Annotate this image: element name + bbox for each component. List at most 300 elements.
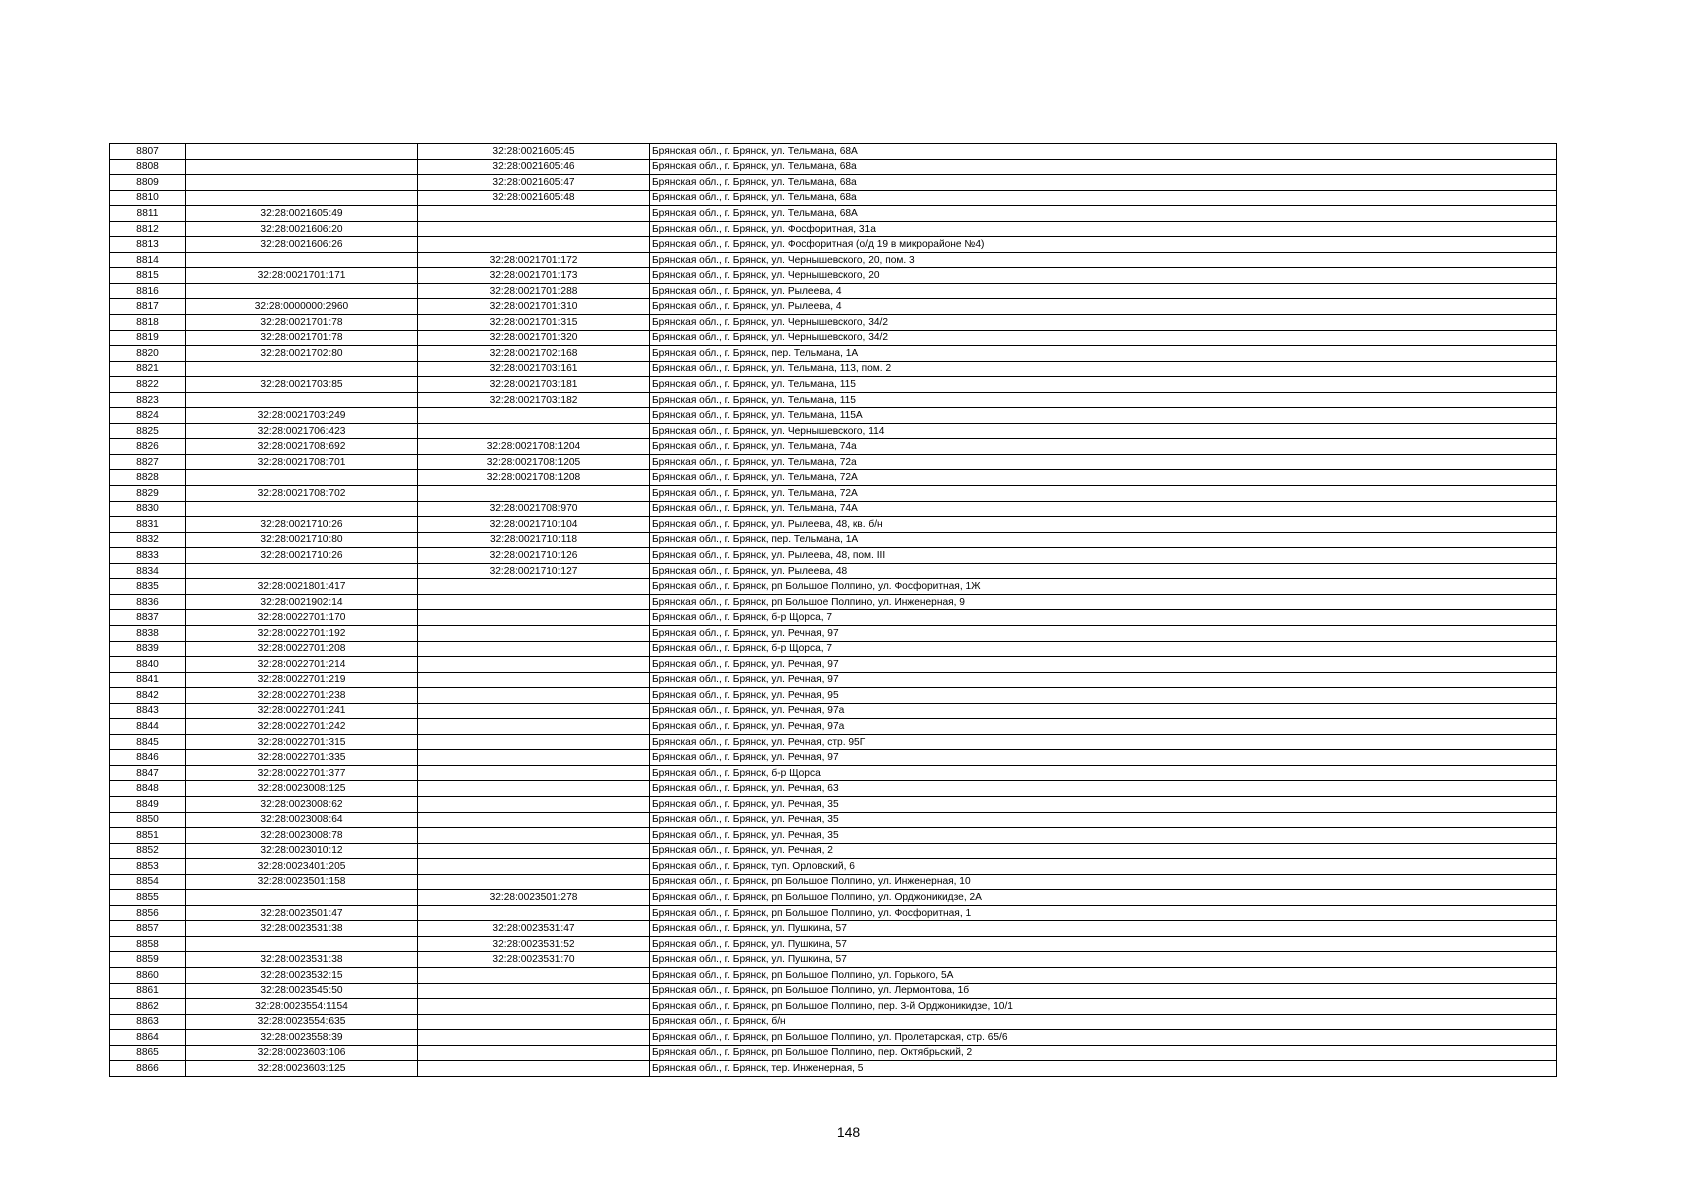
row-number-cell: 8844	[110, 719, 186, 735]
row-number-cell: 8855	[110, 890, 186, 906]
row-number-cell: 8850	[110, 812, 186, 828]
address-cell: Брянская обл., г. Брянск, рп Большое Полпино, ул. Инженерная, 10	[650, 874, 1557, 890]
table-row	[110, 828, 1557, 844]
table-row	[110, 144, 1557, 160]
address-cell: Брянская обл., г. Брянск, ул. Тельмана, 72А	[650, 470, 1557, 486]
table-row	[110, 1045, 1557, 1061]
row-number-cell: 8862	[110, 999, 186, 1015]
cadastral-number-cell: 32:28:0023531:38	[186, 921, 418, 937]
cadastral-number-cell: 32:28:0021701:78	[186, 315, 418, 331]
address-cell: Брянская обл., г. Брянск, рп Большое Полпино, ул. Пролетарская, стр. 65/6	[650, 1030, 1557, 1046]
building-cadastral-number-cell	[418, 1030, 650, 1046]
row-number-cell: 8839	[110, 641, 186, 657]
address-cell: Брянская обл., г. Брянск, ул. Речная, 97	[650, 672, 1557, 688]
building-cadastral-number-cell	[418, 905, 650, 921]
building-cadastral-number-cell	[418, 859, 650, 875]
cadastral-number-cell: 32:28:0021710:26	[186, 548, 418, 564]
table-row	[110, 361, 1557, 377]
building-cadastral-number-cell: 32:28:0021701:172	[418, 252, 650, 268]
building-cadastral-number-cell	[418, 734, 650, 750]
row-number-cell: 8834	[110, 563, 186, 579]
cadastral-number-cell: 32:28:0021703:249	[186, 408, 418, 424]
address-cell: Брянская обл., г. Брянск, ул. Тельмана, 72а	[650, 454, 1557, 470]
row-number-cell: 8852	[110, 843, 186, 859]
building-cadastral-number-cell: 32:28:0021701:315	[418, 315, 650, 331]
address-cell: Брянская обл., г. Брянск, рп Большое Полпино, пер. 3-й Орджоникидзе, 10/1	[650, 999, 1557, 1015]
address-cell: Брянская обл., г. Брянск, ул. Тельмана, 74а	[650, 439, 1557, 455]
row-number-cell: 8836	[110, 594, 186, 610]
cadastral-number-cell	[186, 470, 418, 486]
row-number-cell: 8843	[110, 703, 186, 719]
row-number-cell: 8811	[110, 206, 186, 222]
row-number-cell: 8853	[110, 859, 186, 875]
cadastral-number-cell: 32:28:0021708:702	[186, 486, 418, 502]
cadastral-number-cell: 32:28:0022701:242	[186, 719, 418, 735]
table-row	[110, 719, 1557, 735]
building-cadastral-number-cell: 32:28:0021605:46	[418, 159, 650, 175]
row-number-cell: 8857	[110, 921, 186, 937]
table-row	[110, 268, 1557, 284]
address-cell: Брянская обл., г. Брянск, ул. Пушкина, 57	[650, 952, 1557, 968]
row-number-cell: 8832	[110, 532, 186, 548]
building-cadastral-number-cell	[418, 983, 650, 999]
table-row	[110, 517, 1557, 533]
table-row	[110, 641, 1557, 657]
table-row	[110, 190, 1557, 206]
table-row	[110, 1061, 1557, 1077]
cadastral-number-cell	[186, 936, 418, 952]
table-row	[110, 237, 1557, 253]
table-row	[110, 812, 1557, 828]
cadastral-number-cell	[186, 252, 418, 268]
address-cell: Брянская обл., г. Брянск, ул. Чернышевского, 20	[650, 268, 1557, 284]
table-row	[110, 765, 1557, 781]
building-cadastral-number-cell	[418, 641, 650, 657]
row-number-cell: 8825	[110, 423, 186, 439]
table-row	[110, 594, 1557, 610]
cadastral-number-cell	[186, 190, 418, 206]
row-number-cell: 8830	[110, 501, 186, 517]
cadastral-number-cell: 32:28:0021605:49	[186, 206, 418, 222]
cadastral-number-cell: 32:28:0023501:47	[186, 905, 418, 921]
row-number-cell: 8849	[110, 796, 186, 812]
building-cadastral-number-cell	[418, 765, 650, 781]
row-number-cell: 8821	[110, 361, 186, 377]
row-number-cell: 8851	[110, 828, 186, 844]
building-cadastral-number-cell: 32:28:0021605:48	[418, 190, 650, 206]
row-number-cell: 8835	[110, 579, 186, 595]
cadastral-number-cell: 32:28:0023531:38	[186, 952, 418, 968]
address-cell: Брянская обл., г. Брянск, ул. Рылеева, 48, кв. б/н	[650, 517, 1557, 533]
row-number-cell: 8861	[110, 983, 186, 999]
row-number-cell: 8846	[110, 750, 186, 766]
address-cell: Брянская обл., г. Брянск, пер. Тельмана, 1А	[650, 532, 1557, 548]
building-cadastral-number-cell	[418, 750, 650, 766]
address-cell: Брянская обл., г. Брянск, б-р Щорса, 7	[650, 641, 1557, 657]
building-cadastral-number-cell	[418, 579, 650, 595]
address-cell: Брянская обл., г. Брянск, пер. Тельмана, 1А	[650, 346, 1557, 362]
address-cell: Брянская обл., г. Брянск, ул. Речная, 97	[650, 750, 1557, 766]
cadastral-number-cell: 32:28:0021706:423	[186, 423, 418, 439]
table-row	[110, 486, 1557, 502]
cadastral-number-cell: 32:28:0023558:39	[186, 1030, 418, 1046]
cadastral-number-cell	[186, 361, 418, 377]
table-row	[110, 1014, 1557, 1030]
cadastral-number-cell	[186, 392, 418, 408]
address-cell: Брянская обл., г. Брянск, тер. Инженерная, 5	[650, 1061, 1557, 1077]
building-cadastral-number-cell	[418, 221, 650, 237]
address-cell: Брянская обл., г. Брянск, ул. Рылеева, 48, пом. III	[650, 548, 1557, 564]
cadastral-number-cell: 32:28:0021606:26	[186, 237, 418, 253]
building-cadastral-number-cell	[418, 874, 650, 890]
building-cadastral-number-cell	[418, 672, 650, 688]
cadastral-number-cell: 32:28:0023545:50	[186, 983, 418, 999]
building-cadastral-number-cell: 32:28:0021605:47	[418, 175, 650, 191]
cadastral-number-cell: 32:28:0022701:335	[186, 750, 418, 766]
cadastral-number-cell: 32:28:0021708:701	[186, 454, 418, 470]
table-row	[110, 672, 1557, 688]
row-number-cell: 8841	[110, 672, 186, 688]
row-number-cell: 8823	[110, 392, 186, 408]
table-row	[110, 392, 1557, 408]
building-cadastral-number-cell: 32:28:0021708:1208	[418, 470, 650, 486]
building-cadastral-number-cell	[418, 1014, 650, 1030]
table-row	[110, 346, 1557, 362]
cadastral-number-cell: 32:28:0023008:125	[186, 781, 418, 797]
table-row	[110, 532, 1557, 548]
row-number-cell: 8812	[110, 221, 186, 237]
table-row	[110, 423, 1557, 439]
address-cell: Брянская обл., г. Брянск, рп Большое Полпино, ул. Орджоникидзе, 2А	[650, 890, 1557, 906]
row-number-cell: 8859	[110, 952, 186, 968]
row-number-cell: 8838	[110, 625, 186, 641]
table-row	[110, 563, 1557, 579]
table-row	[110, 315, 1557, 331]
cadastral-number-cell: 32:28:0021708:692	[186, 439, 418, 455]
building-cadastral-number-cell: 32:28:0021701:173	[418, 268, 650, 284]
cadastral-number-cell	[186, 563, 418, 579]
address-cell: Брянская обл., г. Брянск, рп Большое Полпино, ул. Лермонтова, 1б	[650, 983, 1557, 999]
building-cadastral-number-cell	[418, 486, 650, 502]
building-cadastral-number-cell	[418, 594, 650, 610]
cadastral-number-cell: 32:28:0023554:1154	[186, 999, 418, 1015]
address-cell: Брянская обл., г. Брянск, ул. Фосфоритная (о/д 19 в микрорайоне №4)	[650, 237, 1557, 253]
table-row	[110, 470, 1557, 486]
cadastral-number-cell: 32:28:0021701:78	[186, 330, 418, 346]
building-cadastral-number-cell	[418, 999, 650, 1015]
table-row	[110, 905, 1557, 921]
building-cadastral-number-cell	[418, 423, 650, 439]
address-cell: Брянская обл., г. Брянск, ул. Фосфоритная, 31а	[650, 221, 1557, 237]
table-row	[110, 548, 1557, 564]
cadastral-number-cell: 32:28:0023008:64	[186, 812, 418, 828]
cadastral-number-cell	[186, 144, 418, 160]
address-cell: Брянская обл., г. Брянск, ул. Речная, 95	[650, 688, 1557, 704]
building-cadastral-number-cell	[418, 796, 650, 812]
address-cell: Брянская обл., г. Брянск, ул. Рылеева, 4	[650, 283, 1557, 299]
table-row	[110, 750, 1557, 766]
row-number-cell: 8810	[110, 190, 186, 206]
building-cadastral-number-cell: 32:28:0023501:278	[418, 890, 650, 906]
cadastral-number-cell: 32:28:0021710:80	[186, 532, 418, 548]
building-cadastral-number-cell: 32:28:0023531:52	[418, 936, 650, 952]
row-number-cell: 8840	[110, 657, 186, 673]
address-cell: Брянская обл., г. Брянск, ул. Тельмана, 115	[650, 392, 1557, 408]
cadastral-number-cell	[186, 890, 418, 906]
row-number-cell: 8815	[110, 268, 186, 284]
address-cell: Брянская обл., г. Брянск, ул. Чернышевского, 114	[650, 423, 1557, 439]
building-cadastral-number-cell: 32:28:0021710:118	[418, 532, 650, 548]
cadastral-number-cell	[186, 501, 418, 517]
address-cell: Брянская обл., г. Брянск, ул. Рылеева, 48	[650, 563, 1557, 579]
cadastral-number-cell: 32:28:0022701:192	[186, 625, 418, 641]
building-cadastral-number-cell: 32:28:0021708:1204	[418, 439, 650, 455]
building-cadastral-number-cell	[418, 967, 650, 983]
cadastral-number-cell: 32:28:0022701:214	[186, 657, 418, 673]
cadastral-number-cell: 32:28:0023010:12	[186, 843, 418, 859]
cadastral-number-cell: 32:28:0023603:106	[186, 1045, 418, 1061]
building-cadastral-number-cell: 32:28:0021703:182	[418, 392, 650, 408]
building-cadastral-number-cell: 32:28:0023531:70	[418, 952, 650, 968]
table-row	[110, 252, 1557, 268]
address-cell: Брянская обл., г. Брянск, б-р Щорса, 7	[650, 610, 1557, 626]
cadastral-number-cell: 32:28:0022701:241	[186, 703, 418, 719]
building-cadastral-number-cell: 32:28:0021701:310	[418, 299, 650, 315]
row-number-cell: 8814	[110, 252, 186, 268]
table-row	[110, 501, 1557, 517]
address-cell: Брянская обл., г. Брянск, туп. Орловский, 6	[650, 859, 1557, 875]
table-row	[110, 983, 1557, 999]
row-number-cell: 8827	[110, 454, 186, 470]
row-number-cell: 8828	[110, 470, 186, 486]
address-cell: Брянская обл., г. Брянск, ул. Тельмана, 68а	[650, 175, 1557, 191]
building-cadastral-number-cell: 32:28:0021701:288	[418, 283, 650, 299]
table-row	[110, 283, 1557, 299]
building-cadastral-number-cell	[418, 1045, 650, 1061]
building-cadastral-number-cell	[418, 812, 650, 828]
table-row	[110, 159, 1557, 175]
table-row	[110, 921, 1557, 937]
building-cadastral-number-cell: 32:28:0023531:47	[418, 921, 650, 937]
cadastral-number-cell: 32:28:0021801:417	[186, 579, 418, 595]
building-cadastral-number-cell: 32:28:0021708:970	[418, 501, 650, 517]
address-cell: Брянская обл., г. Брянск, ул. Тельмана, 113, пом. 2	[650, 361, 1557, 377]
table-row	[110, 299, 1557, 315]
table-row	[110, 454, 1557, 470]
building-cadastral-number-cell: 32:28:0021710:127	[418, 563, 650, 579]
table-row	[110, 859, 1557, 875]
row-number-cell: 8813	[110, 237, 186, 253]
address-cell: Брянская обл., г. Брянск, рп Большое Полпино, ул. Фосфоритная, 1	[650, 905, 1557, 921]
address-cell: Брянская обл., г. Брянск, ул. Чернышевского, 34/2	[650, 330, 1557, 346]
cadastral-number-cell: 32:28:0022701:377	[186, 765, 418, 781]
table-row	[110, 688, 1557, 704]
table-row	[110, 936, 1557, 952]
row-number-cell: 8847	[110, 765, 186, 781]
row-number-cell: 8854	[110, 874, 186, 890]
address-cell: Брянская обл., г. Брянск, рп Большое Полпино, ул. Фосфоритная, 1Ж	[650, 579, 1557, 595]
row-number-cell: 8842	[110, 688, 186, 704]
building-cadastral-number-cell	[418, 237, 650, 253]
building-cadastral-number-cell	[418, 828, 650, 844]
cadastral-number-cell: 32:28:0021710:26	[186, 517, 418, 533]
table-row	[110, 781, 1557, 797]
cadastral-number-cell: 32:28:0023554:635	[186, 1014, 418, 1030]
cadastral-number-cell: 32:28:0022701:219	[186, 672, 418, 688]
building-cadastral-number-cell	[418, 657, 650, 673]
row-number-cell: 8824	[110, 408, 186, 424]
row-number-cell: 8856	[110, 905, 186, 921]
table-row	[110, 408, 1557, 424]
building-cadastral-number-cell	[418, 843, 650, 859]
building-cadastral-number-cell	[418, 688, 650, 704]
row-number-cell: 8845	[110, 734, 186, 750]
address-cell: Брянская обл., г. Брянск, рп Большое Полпино, пер. Октябрьский, 2	[650, 1045, 1557, 1061]
cadastral-number-cell: 32:28:0023401:205	[186, 859, 418, 875]
building-cadastral-number-cell	[418, 1061, 650, 1077]
row-number-cell: 8858	[110, 936, 186, 952]
cadastral-number-cell: 32:28:0000000:2960	[186, 299, 418, 315]
building-cadastral-number-cell: 32:28:0021708:1205	[418, 454, 650, 470]
building-cadastral-number-cell	[418, 206, 650, 222]
building-cadastral-number-cell: 32:28:0021703:181	[418, 377, 650, 393]
row-number-cell: 8808	[110, 159, 186, 175]
building-cadastral-number-cell	[418, 703, 650, 719]
cadastral-number-cell: 32:28:0023532:15	[186, 967, 418, 983]
cadastral-number-cell	[186, 175, 418, 191]
cadastral-number-cell: 32:28:0021606:20	[186, 221, 418, 237]
address-cell: Брянская обл., г. Брянск, ул. Тельмана, 68а	[650, 190, 1557, 206]
row-number-cell: 8848	[110, 781, 186, 797]
row-number-cell: 8866	[110, 1061, 186, 1077]
cadastral-number-cell: 32:28:0021701:171	[186, 268, 418, 284]
row-number-cell: 8829	[110, 486, 186, 502]
address-cell: Брянская обл., г. Брянск, б/н	[650, 1014, 1557, 1030]
address-cell: Брянская обл., г. Брянск, ул. Тельмана, 115А	[650, 408, 1557, 424]
row-number-cell: 8820	[110, 346, 186, 362]
cadastral-number-cell: 32:28:0021702:80	[186, 346, 418, 362]
address-cell: Брянская обл., г. Брянск, рп Большое Полпино, ул. Горького, 5А	[650, 967, 1557, 983]
table-row	[110, 874, 1557, 890]
table-row	[110, 1030, 1557, 1046]
table-row	[110, 330, 1557, 346]
table-row	[110, 703, 1557, 719]
cadastral-number-cell: 32:28:0021902:14	[186, 594, 418, 610]
address-cell: Брянская обл., г. Брянск, ул. Речная, стр. 95Г	[650, 734, 1557, 750]
address-cell: Брянская обл., г. Брянск, ул. Тельмана, 68а	[650, 159, 1557, 175]
table-row	[110, 967, 1557, 983]
address-cell: Брянская обл., г. Брянск, ул. Пушкина, 57	[650, 936, 1557, 952]
table-row	[110, 175, 1557, 191]
row-number-cell: 8818	[110, 315, 186, 331]
row-number-cell: 8833	[110, 548, 186, 564]
table-row	[110, 843, 1557, 859]
table-row	[110, 734, 1557, 750]
building-cadastral-number-cell: 32:28:0021701:320	[418, 330, 650, 346]
building-cadastral-number-cell: 32:28:0021605:45	[418, 144, 650, 160]
registry-table	[109, 143, 1557, 1077]
table-row	[110, 657, 1557, 673]
address-cell: Брянская обл., г. Брянск, ул. Чернышевского, 34/2	[650, 315, 1557, 331]
address-cell: Брянская обл., г. Брянск, ул. Рылеева, 4	[650, 299, 1557, 315]
building-cadastral-number-cell	[418, 610, 650, 626]
cadastral-number-cell: 32:28:0022701:208	[186, 641, 418, 657]
cadastral-number-cell: 32:28:0022701:315	[186, 734, 418, 750]
table-row	[110, 579, 1557, 595]
table-row	[110, 610, 1557, 626]
address-cell: Брянская обл., г. Брянск, рп Большое Полпино, ул. Инженерная, 9	[650, 594, 1557, 610]
row-number-cell: 8816	[110, 283, 186, 299]
page-number: 148	[836, 1124, 861, 1140]
row-number-cell: 8865	[110, 1045, 186, 1061]
cadastral-number-cell: 32:28:0022701:238	[186, 688, 418, 704]
table-row	[110, 221, 1557, 237]
address-cell: Брянская обл., г. Брянск, ул. Речная, 97а	[650, 703, 1557, 719]
cadastral-number-cell: 32:28:0023008:62	[186, 796, 418, 812]
building-cadastral-number-cell	[418, 408, 650, 424]
address-cell: Брянская обл., г. Брянск, ул. Пушкина, 57	[650, 921, 1557, 937]
row-number-cell: 8863	[110, 1014, 186, 1030]
address-cell: Брянская обл., г. Брянск, ул. Речная, 35	[650, 812, 1557, 828]
cadastral-number-cell: 32:28:0023603:125	[186, 1061, 418, 1077]
address-cell: Брянская обл., г. Брянск, ул. Речная, 63	[650, 781, 1557, 797]
table-row	[110, 952, 1557, 968]
address-cell: Брянская обл., г. Брянск, ул. Тельмана, 68А	[650, 144, 1557, 160]
cadastral-number-cell: 32:28:0021703:85	[186, 377, 418, 393]
row-number-cell: 8817	[110, 299, 186, 315]
address-cell: Брянская обл., г. Брянск, ул. Речная, 97а	[650, 719, 1557, 735]
address-cell: Брянская обл., г. Брянск, ул. Речная, 35	[650, 796, 1557, 812]
row-number-cell: 8831	[110, 517, 186, 533]
table-row	[110, 206, 1557, 222]
address-cell: Брянская обл., г. Брянск, ул. Тельмана, 68А	[650, 206, 1557, 222]
address-cell: Брянская обл., г. Брянск, ул. Речная, 97	[650, 625, 1557, 641]
row-number-cell: 8809	[110, 175, 186, 191]
address-cell: Брянская обл., г. Брянск, ул. Речная, 97	[650, 657, 1557, 673]
table-row	[110, 999, 1557, 1015]
address-cell: Брянская обл., г. Брянск, ул. Тельмана, 72А	[650, 486, 1557, 502]
building-cadastral-number-cell	[418, 625, 650, 641]
cadastral-number-cell: 32:28:0023501:158	[186, 874, 418, 890]
row-number-cell: 8860	[110, 967, 186, 983]
building-cadastral-number-cell: 32:28:0021710:104	[418, 517, 650, 533]
row-number-cell: 8837	[110, 610, 186, 626]
cadastral-number-cell: 32:28:0023008:78	[186, 828, 418, 844]
address-cell: Брянская обл., г. Брянск, ул. Тельмана, 115	[650, 377, 1557, 393]
cadastral-number-cell	[186, 283, 418, 299]
row-number-cell: 8819	[110, 330, 186, 346]
table-row	[110, 625, 1557, 641]
building-cadastral-number-cell	[418, 719, 650, 735]
registry-table-body	[110, 144, 1557, 1077]
building-cadastral-number-cell: 32:28:0021710:126	[418, 548, 650, 564]
cadastral-number-cell	[186, 159, 418, 175]
building-cadastral-number-cell: 32:28:0021702:168	[418, 346, 650, 362]
building-cadastral-number-cell: 32:28:0021703:161	[418, 361, 650, 377]
row-number-cell: 8807	[110, 144, 186, 160]
address-cell: Брянская обл., г. Брянск, б-р Щорса	[650, 765, 1557, 781]
cadastral-number-cell: 32:28:0022701:170	[186, 610, 418, 626]
address-cell: Брянская обл., г. Брянск, ул. Речная, 35	[650, 828, 1557, 844]
building-cadastral-number-cell	[418, 781, 650, 797]
table-row	[110, 377, 1557, 393]
table-row	[110, 439, 1557, 455]
row-number-cell: 8826	[110, 439, 186, 455]
address-cell: Брянская обл., г. Брянск, ул. Речная, 2	[650, 843, 1557, 859]
row-number-cell: 8864	[110, 1030, 186, 1046]
table-row	[110, 796, 1557, 812]
row-number-cell: 8822	[110, 377, 186, 393]
